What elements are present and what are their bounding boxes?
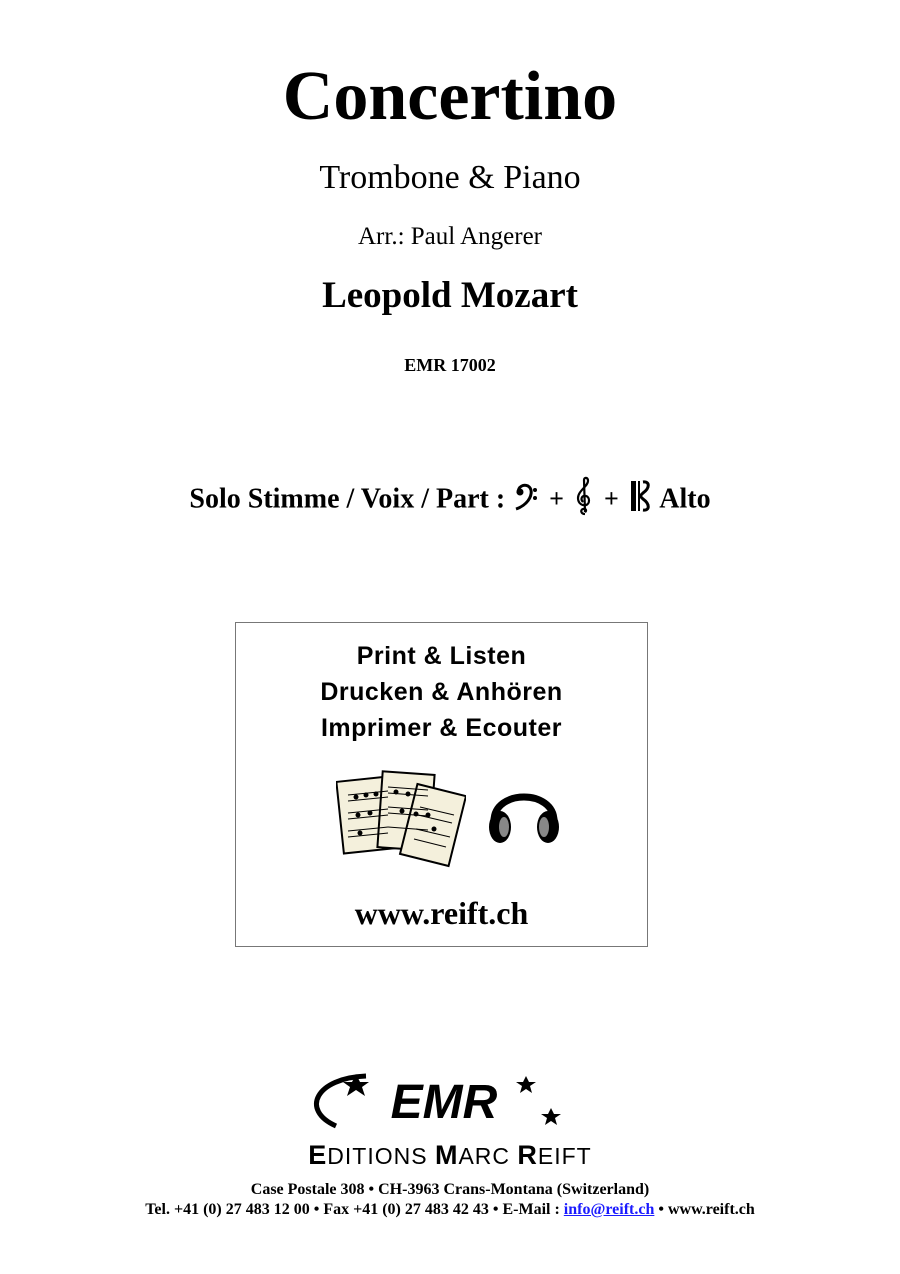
solo-part-line	[0, 476, 900, 526]
promo-line-french: Imprimer & Ecouter	[320, 714, 562, 742]
plus-sign: +	[549, 484, 564, 514]
brand-part-ditions: DITIONS	[327, 1143, 435, 1169]
brand-part-arc: ARC	[458, 1143, 518, 1169]
contact-website: • www.reift.ch	[654, 1201, 755, 1218]
instrumentation: Trombone & Piano	[319, 159, 581, 196]
alto-label: Alto	[659, 483, 711, 515]
plus-sign: +	[603, 484, 619, 514]
promo-website[interactable]: www.reift.ch	[354, 895, 529, 931]
emr-logo	[296, 1070, 576, 1143]
bass-clef-icon	[514, 481, 538, 521]
composer: Leopold Mozart	[322, 275, 578, 316]
publisher-address: Case Postale 308 • CH-3963 Crans-Montana (Switzerland)	[250, 1181, 650, 1198]
promo-line-german: Drucken & Anhören	[320, 678, 563, 706]
page-title: Concertino	[282, 58, 618, 135]
treble-clef-icon	[575, 476, 593, 526]
logo-text: EMR	[390, 1076, 498, 1129]
publisher-contact	[0, 1200, 900, 1220]
alto-clef-icon	[630, 480, 652, 522]
brand-part-eift: EIFT	[537, 1143, 592, 1169]
brand-initial-e: E	[308, 1140, 328, 1170]
promo-line-english: Print & Listen	[356, 642, 527, 670]
email-link[interactable]: info@reift.ch	[563, 1201, 655, 1218]
brand-initial-m: M	[434, 1140, 459, 1170]
contact-phone-fax: Tel. +41 (0) 27 483 12 00 • Fax +41 (0) 27 483 42 43 • E-Mail :	[145, 1201, 564, 1218]
brand-initial-r: R	[517, 1140, 538, 1170]
solo-part-label: Solo Stimme / Voix / Part :	[189, 483, 506, 515]
print-listen-box	[235, 622, 648, 947]
arranger: Arr.: Paul Angerer	[358, 223, 542, 250]
catalog-number: EMR 17002	[404, 355, 496, 375]
headphones-icon	[484, 775, 564, 860]
publisher-name	[0, 1140, 900, 1171]
sheet-music-icon	[336, 769, 466, 874]
